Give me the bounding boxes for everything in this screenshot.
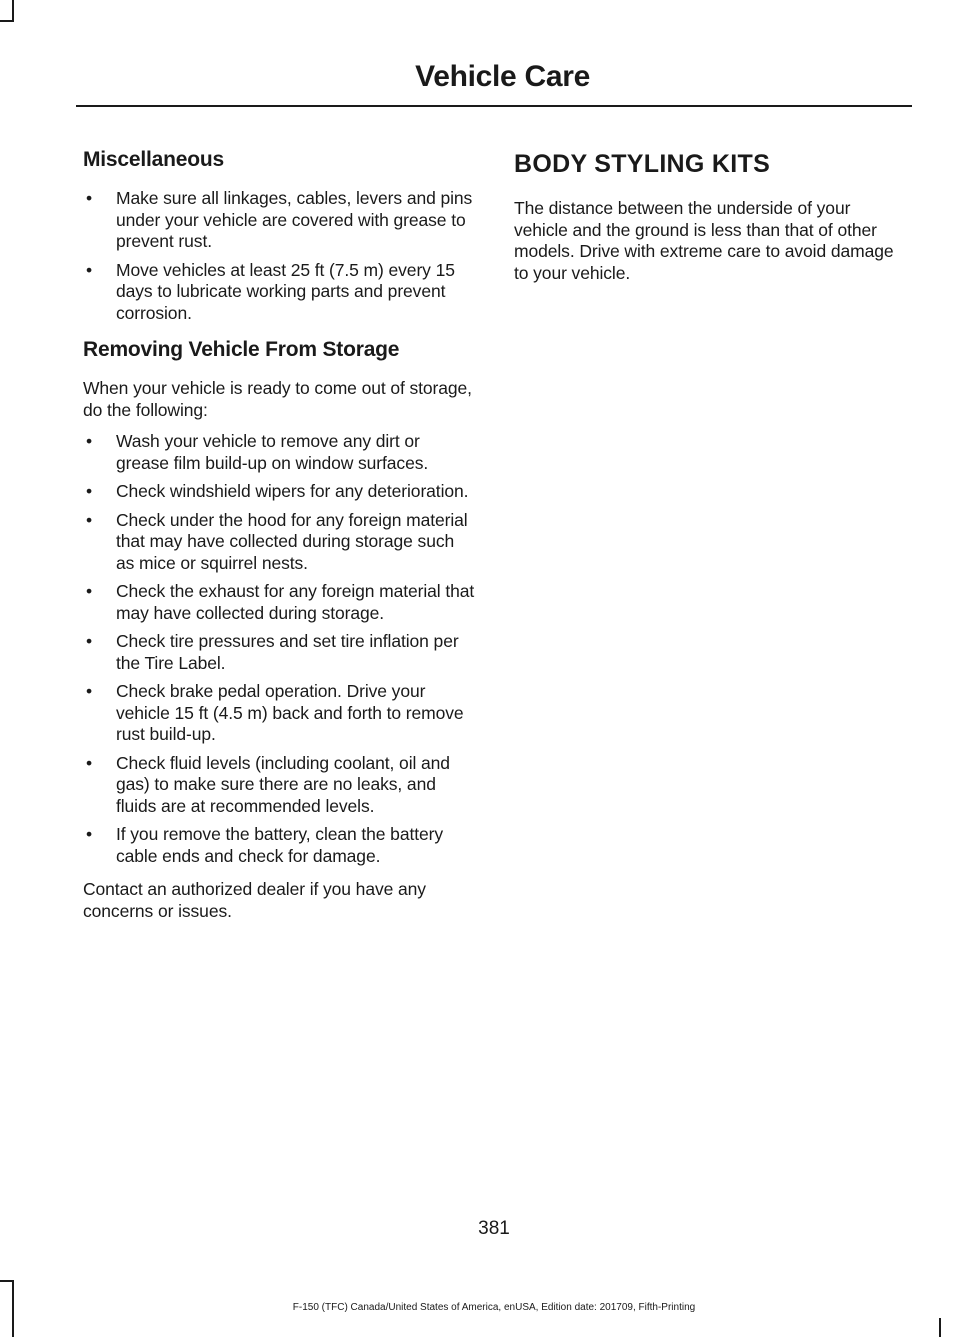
body-styling-kits-text: The distance between the underside of your vehicle and the ground is less than that of other models. Drive with extreme care to avoid damage to your vehicle. xyxy=(514,198,894,283)
bullet-icon: • xyxy=(86,259,93,280)
list-item-text: If you remove the battery, clean the battery cable ends and check for damage. xyxy=(116,824,443,866)
removing-from-storage-heading: Removing Vehicle From Storage xyxy=(83,338,400,361)
list-item xyxy=(83,824,476,867)
body-styling-kits-heading: BODY STYLING KITS xyxy=(514,150,771,178)
crop-mark-bottom-left-horizontal xyxy=(0,1280,14,1282)
left-column xyxy=(83,146,476,932)
list-item-text: Check fluid levels (including coolant, oil and gas) to make sure there are no leaks, and fluids are at recommended levels. xyxy=(116,752,450,816)
removing-steps-list xyxy=(83,431,476,867)
list-item-text: Move vehicles at least 25 ft (7.5 m) every 15 days to lubricate working parts and prevent corrosion. xyxy=(116,259,455,323)
list-item xyxy=(83,431,476,474)
page-number: 381 xyxy=(478,1218,510,1239)
bullet-icon: • xyxy=(86,631,93,651)
list-item xyxy=(83,581,476,624)
bullet-icon: • xyxy=(86,581,93,601)
list-item xyxy=(83,188,476,253)
list-item-text: Check tire pressures and set tire inflation per the Tire Label. xyxy=(116,631,459,673)
page-header-title: Vehicle Care xyxy=(415,60,590,93)
crop-mark-bottom-right-vertical xyxy=(939,1318,941,1337)
list-item xyxy=(83,753,476,818)
right-column xyxy=(514,146,906,294)
bullet-icon: • xyxy=(86,509,93,530)
list-item xyxy=(83,631,476,674)
bullet-icon: • xyxy=(86,752,93,773)
edition-footer: F-150 (TFC) Canada/United States of America, enUSA, Edition date: 201709, Fifth-Printing xyxy=(292,1302,696,1313)
bullet-icon: • xyxy=(86,431,93,451)
bullet-icon: • xyxy=(86,824,93,844)
list-item xyxy=(83,260,476,325)
removing-intro-text: When your vehicle is ready to come out of storage, do the following: xyxy=(83,378,472,420)
list-item xyxy=(83,681,476,746)
list-item-text: Check the exhaust for any foreign material that may have collected during storage. xyxy=(116,581,475,623)
list-item xyxy=(83,510,476,575)
bullet-icon: • xyxy=(86,188,93,208)
list-item-text: Make sure all linkages, cables, levers and pins under your vehicle are covered with grease to prevent rust. xyxy=(116,188,473,251)
crop-mark-top-left-vertical xyxy=(12,0,14,22)
list-item xyxy=(83,481,476,503)
miscellaneous-list xyxy=(83,188,476,324)
list-item-text: Check brake pedal operation. Drive your vehicle 15 ft (4.5 m) back and forth to remove rust build-up. xyxy=(116,681,464,744)
bullet-icon: • xyxy=(86,681,93,701)
crop-mark-top-left-horizontal xyxy=(0,20,14,22)
list-item-text: Wash your vehicle to remove any dirt or grease film build-up on window surfaces. xyxy=(116,431,429,473)
closing-text: Contact an authorized dealer if you have any concerns or issues. xyxy=(83,879,426,921)
bullet-icon: • xyxy=(86,481,93,501)
list-item-text: Check windshield wipers for any deterioration. xyxy=(116,481,469,501)
header-divider xyxy=(76,105,912,107)
list-item-text: Check under the hood for any foreign material that may have collected during storage such as mice or squirrel nests. xyxy=(116,509,468,573)
miscellaneous-heading: Miscellaneous xyxy=(83,148,224,171)
